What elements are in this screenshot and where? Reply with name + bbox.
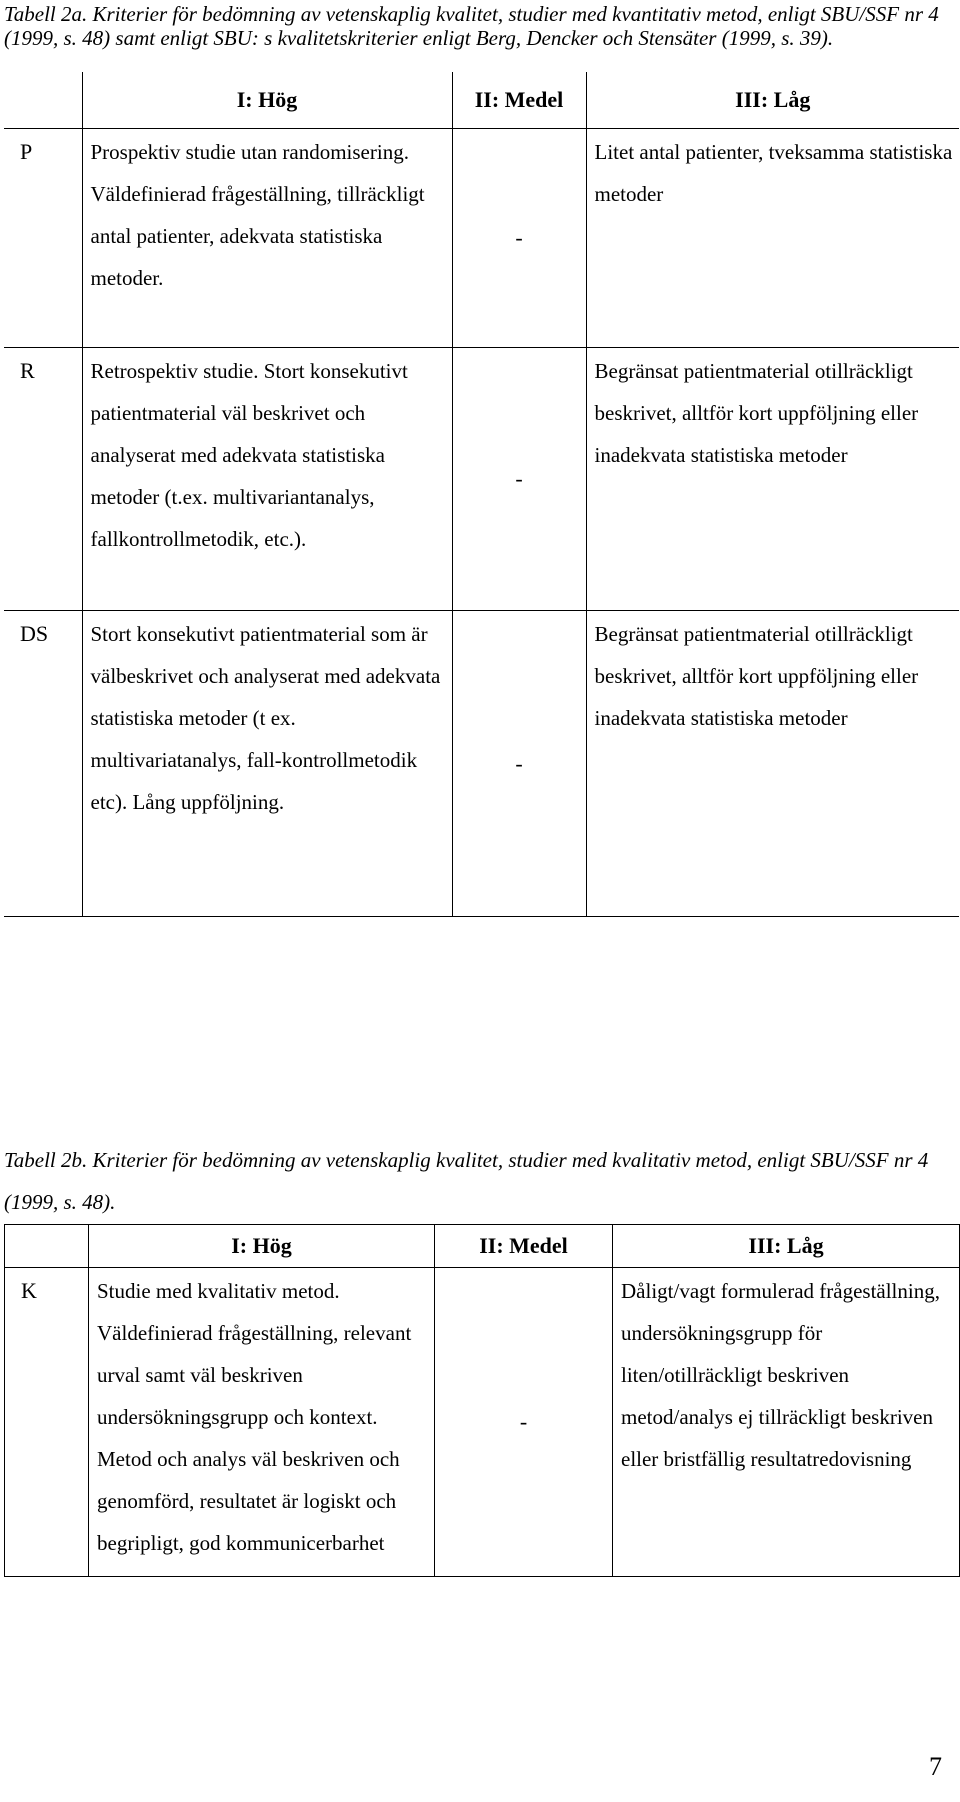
cell-medium: - — [435, 1268, 613, 1577]
header-low: III: Låg — [613, 1225, 960, 1268]
header-empty-cell — [4, 72, 82, 129]
row-code: K — [5, 1268, 89, 1577]
cell-high: Retrospektiv studie. Stort konsekutivt patientmaterial väl beskrivet och analyserat med adekvata statistiska metoder (t.ex. multivariantanalys, fallkontrollmetodik, etc.). — [82, 348, 452, 611]
cell-high: Studie med kvalitativ metod. Väldefinierad frågeställning, relevant urval samt väl beskriven undersökningsgrupp och kontext. Metod och analys väl beskriven och genomförd, resultatet är logiskt och begripligt, god kommunicerbarhet — [89, 1268, 435, 1577]
page-number: 7 — [929, 1752, 942, 1781]
header-medium: II: Medel — [452, 72, 586, 129]
table-row — [4, 611, 959, 917]
table-row — [4, 129, 959, 348]
cell-high: Prospektiv studie utan randomisering. Väldefinierad frågeställning, tillräckligt antal patienter, adekvata statistiska metoder. — [82, 129, 452, 348]
cell-low: Begränsat patientmaterial otillräckligt beskrivet, alltför kort uppföljning eller inadekvata statistiska metoder — [586, 348, 959, 611]
table-2a-caption: Tabell 2a. Kriterier för bedömning av vetenskaplig kvalitet, studier med kvantitativ metod, enligt SBU/SSF nr 4 (1999, s. 48) samt enligt SBU: s kvalitetskriterier enligt Berg, Dencker och Stensäter (1999, s. 39). — [4, 2, 939, 50]
cell-low: Begränsat patientmaterial otillräckligt beskrivet, alltför kort uppföljning eller inadekvata statistiska metoder — [586, 611, 959, 917]
row-code: DS — [4, 611, 82, 917]
table-2b — [4, 1224, 960, 1577]
table-header-row — [4, 72, 959, 129]
row-code: R — [4, 348, 82, 611]
cell-medium: - — [452, 129, 586, 348]
table-header-row — [5, 1225, 960, 1268]
header-high: I: Hög — [89, 1225, 435, 1268]
cell-low: Litet antal patienter, tveksamma statistiska metoder — [586, 129, 959, 348]
table-row — [5, 1268, 960, 1577]
table-2a — [4, 72, 959, 917]
table-2b-caption: Tabell 2b. Kriterier för bedömning av vetenskaplig kvalitet, studier med kvalitativ metod, enligt SBU/SSF nr 4 (1999, s. 48). — [4, 1148, 929, 1214]
row-code: P — [4, 129, 82, 348]
table-row — [4, 348, 959, 611]
cell-medium: - — [452, 348, 586, 611]
header-low: III: Låg — [586, 72, 959, 129]
header-empty-cell — [5, 1225, 89, 1268]
header-high: I: Hög — [82, 72, 452, 129]
header-medium: II: Medel — [435, 1225, 613, 1268]
cell-low: Dåligt/vagt formulerad frågeställning, undersökningsgrupp för liten/otillräckligt beskriven metod/analys ej tillräckligt beskriven eller bristfällig resultatredovisning — [613, 1268, 960, 1577]
cell-medium: - — [452, 611, 586, 917]
cell-high: Stort konsekutivt patientmaterial som är välbeskrivet och analyserat med adekvata statistiska metoder (t ex. multivariatanalys, fall-kontrollmetodik etc). Lång uppföljning. — [82, 611, 452, 917]
